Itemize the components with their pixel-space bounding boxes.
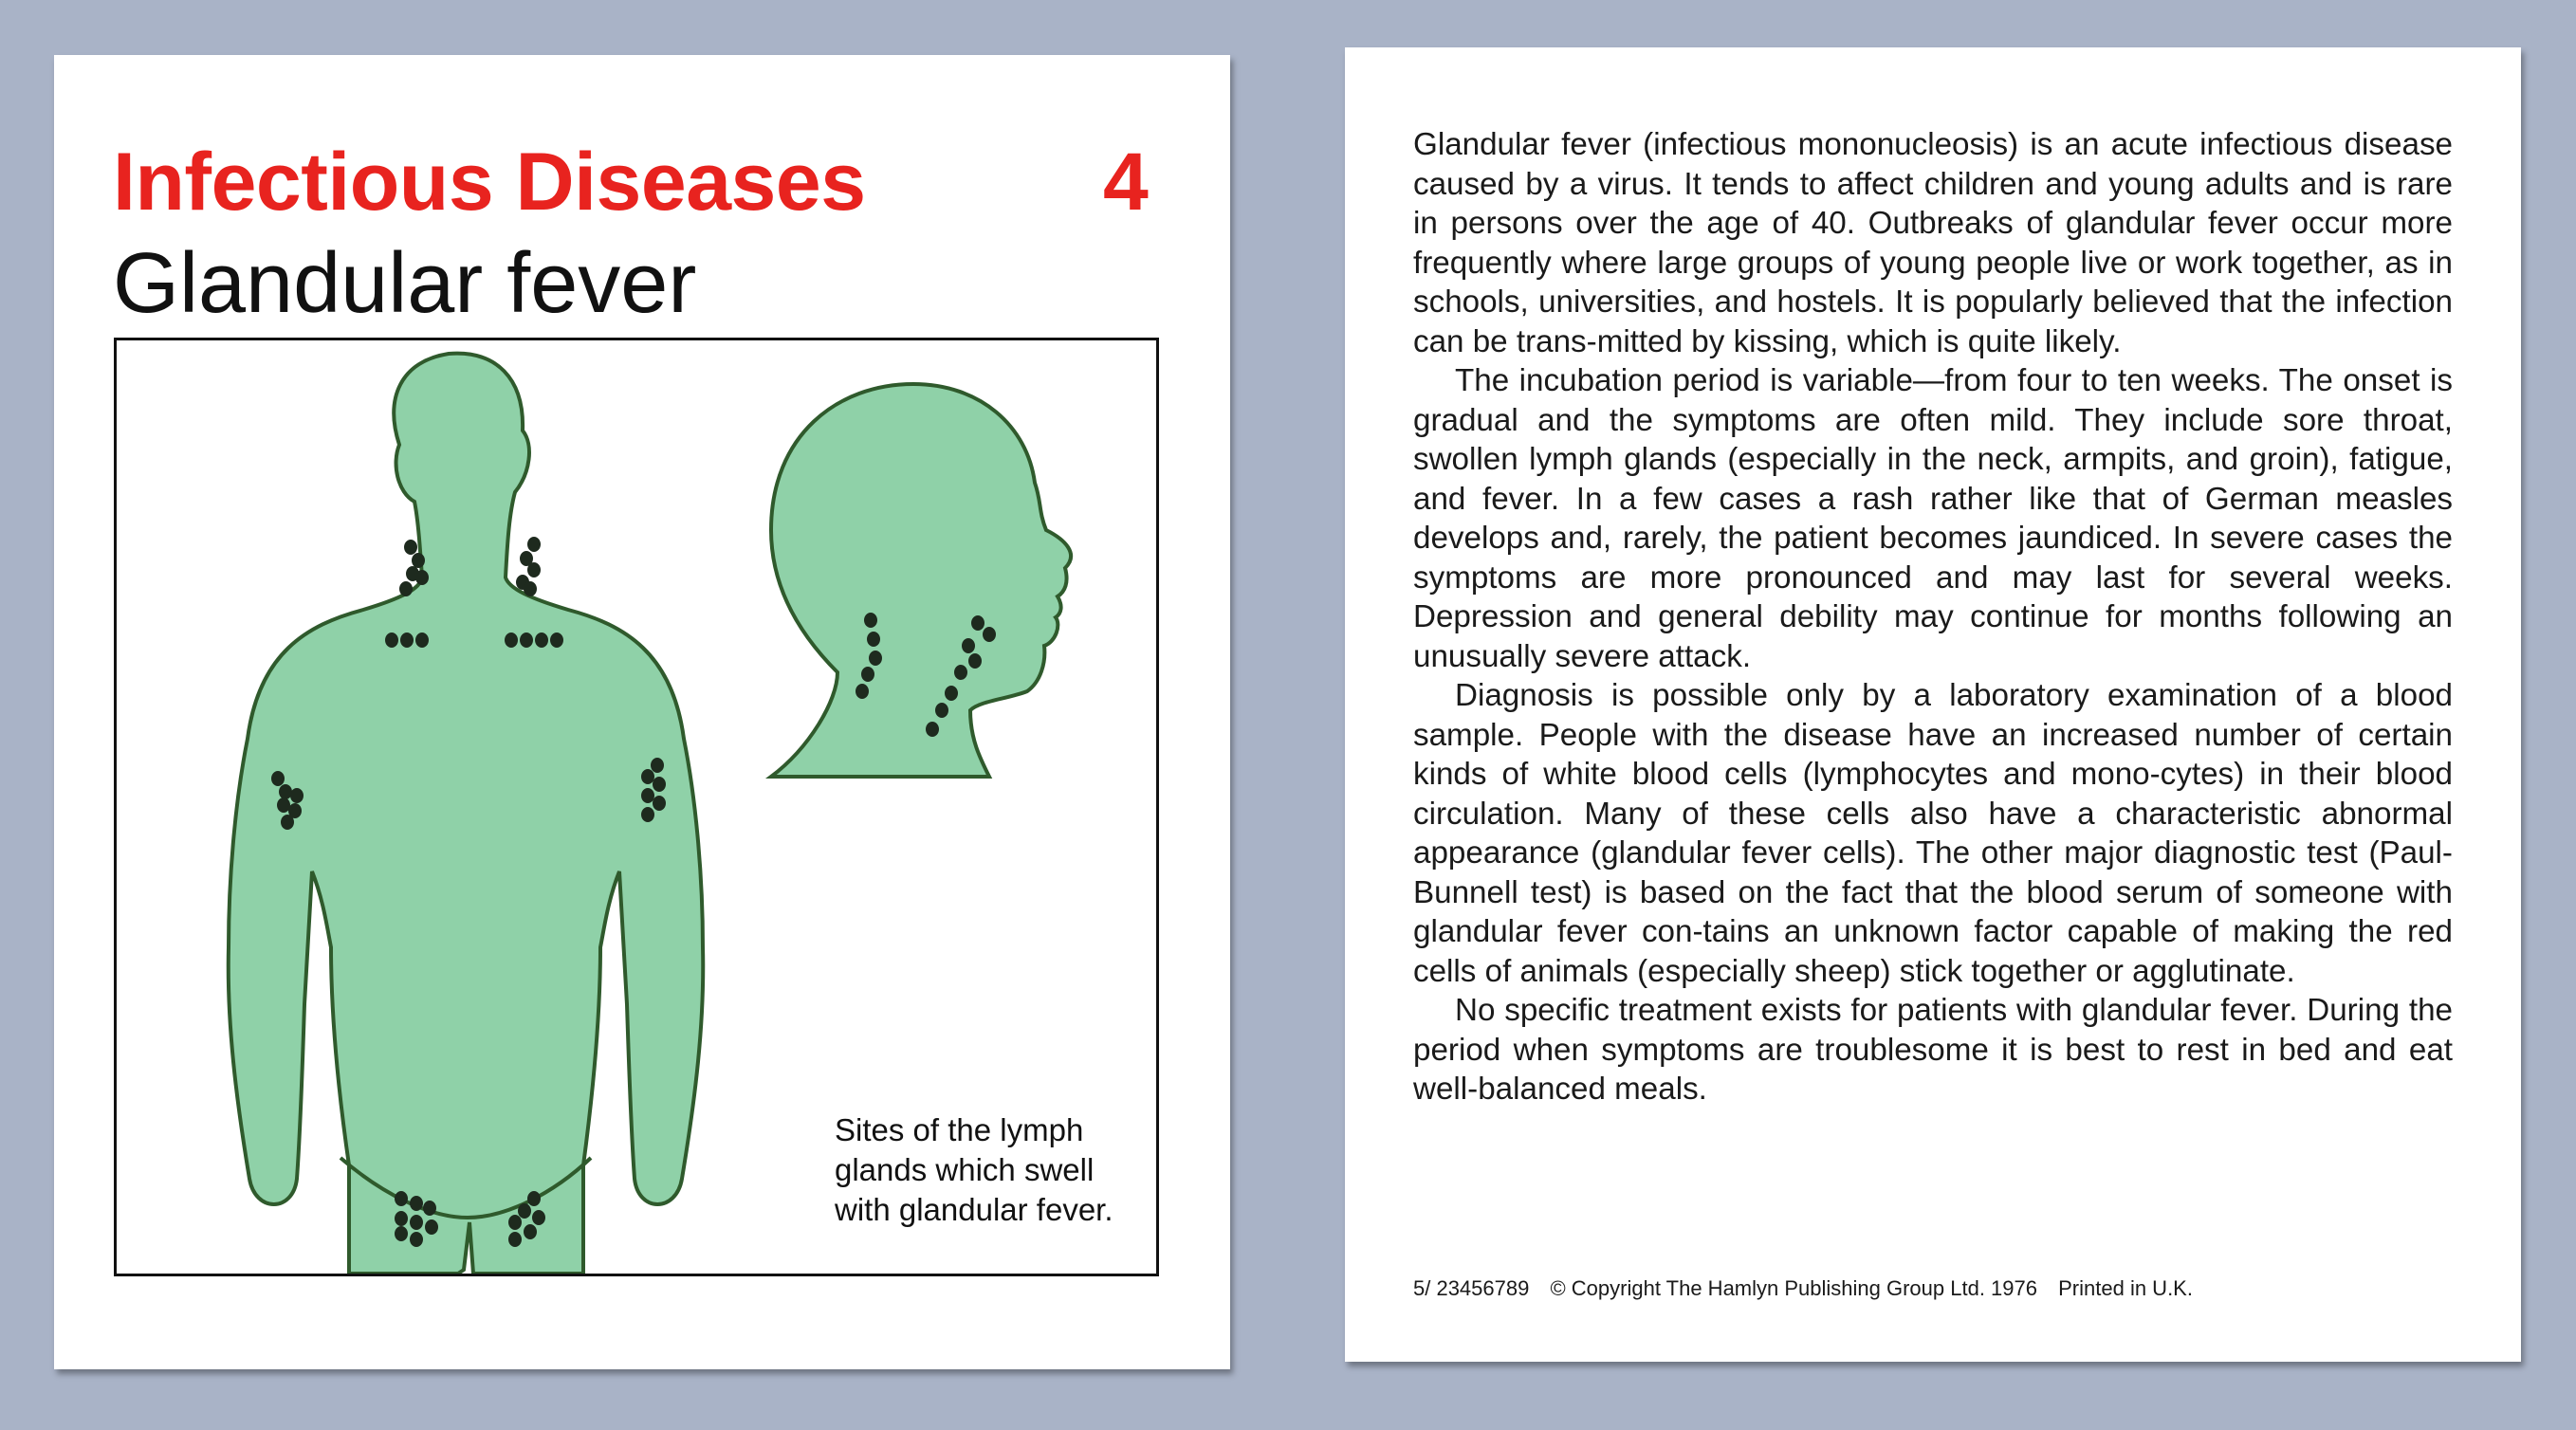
- lymph-gland-dot: [527, 562, 541, 578]
- lymph-gland-dot: [550, 632, 563, 648]
- lymph-gland-dot: [861, 667, 874, 682]
- illustration-caption: [835, 1110, 1157, 1230]
- lymph-gland-dot: [869, 651, 882, 666]
- lymph-gland-dot: [400, 632, 414, 648]
- caption-line: Sites of the lymph: [835, 1112, 1084, 1147]
- lymph-gland-dot: [651, 758, 664, 773]
- lymph-gland-dot: [508, 1215, 522, 1230]
- lymph-gland-dot: [520, 632, 533, 648]
- caption-line: with glandular fever.: [835, 1192, 1113, 1227]
- card-front: [54, 55, 1230, 1369]
- lymph-gland-dot: [968, 653, 982, 669]
- card-back: [1345, 47, 2521, 1362]
- lymph-gland-dot: [395, 1191, 408, 1206]
- card-subtitle: Glandular fever: [113, 236, 697, 331]
- lymph-gland-dot: [425, 1219, 438, 1235]
- lymph-gland-dot: [962, 638, 975, 653]
- lymph-gland-dot: [971, 615, 984, 631]
- card-footer: [1413, 1276, 2208, 1301]
- lymph-gland-dot: [404, 540, 417, 555]
- paragraph: No specific treatment exists for patients with glandular fever. During the period when symptoms are troublesome it is best to rest in bed and eat well-balanced meals.: [1413, 993, 2453, 1107]
- lymph-gland-dot: [867, 632, 880, 647]
- lymph-gland-dot: [277, 798, 290, 813]
- lymph-gland-dot: [518, 1203, 531, 1219]
- lymph-gland-dot: [385, 632, 398, 648]
- lymph-gland-dot: [395, 1226, 408, 1241]
- lymph-gland-dot: [926, 722, 939, 737]
- lymph-gland-dot: [641, 788, 654, 803]
- lymph-gland-dot: [856, 684, 869, 699]
- lymph-gland-dot: [508, 1232, 522, 1247]
- paragraph: The incubation period is variable—from four to ten weeks. The onset is gradual and the symptoms are often mild. They include sore throat, swollen lymph glands (especially in the neck, armpits, and groin), fatigue, and fever. In a few cases a rash rather like that of German measles develops and, rarely, the patient becomes jaundiced. In severe cases the symptoms are more pronounced and may last for several weeks. Depression and general debility may continue for months following an unusually severe attack.: [1413, 363, 2453, 674]
- copyright-notice: © Copyright The Hamlyn Publishing Group Ltd. 1976: [1550, 1276, 2037, 1300]
- lymph-gland-dot: [290, 788, 304, 803]
- paragraph: Glandular fever (infectious mononucleosis) is an acute infectious disease caused by a virus. It tends to affect children and young adults and is rare in persons over the age of 40. Outbreaks of glandular fever occur more frequently where large groups of young people live or work together, as in schools, universities, and hostels. It is popularly believed that the infection can be trans-mitted by kissing, which is quite likely.: [1413, 127, 2453, 359]
- lymph-gland-dot: [524, 1224, 537, 1239]
- lymph-gland-dot: [410, 1232, 423, 1247]
- card-back-text: [1413, 125, 2453, 1109]
- lymph-gland-dot: [271, 771, 285, 786]
- lymph-gland-dot: [641, 807, 654, 822]
- lymph-gland-dot: [527, 1191, 541, 1206]
- printed-in: Printed in U.K.: [2058, 1276, 2193, 1300]
- lymph-gland-dot: [935, 703, 948, 718]
- lymph-gland-dot: [527, 537, 541, 552]
- lymph-gland-dot: [535, 632, 548, 648]
- lymph-gland-dot: [524, 581, 537, 596]
- lymph-gland-dot: [412, 553, 425, 568]
- card-title: Infectious Diseases: [113, 137, 866, 228]
- lymph-gland-dot: [945, 686, 958, 701]
- illustration-frame: [114, 338, 1159, 1276]
- lymph-gland-dot: [399, 581, 413, 596]
- head-side-figure: [771, 384, 1071, 777]
- lymph-gland-dot: [410, 1196, 423, 1211]
- paragraph: Diagnosis is possible only by a laboratory examination of a blood sample. People with the disease have an increased number of certain kinds of white blood cells (lymphocytes and mono-cytes) in their blood circulation. Many of these cells also have a characteristic abnormal appearance (glandular fever cells). The other major diagnostic test (Paul-Bunnell test) is based on the fact that the blood serum of someone with glandular fever con-tains an unknown factor capable of making the red cells of animals (especially sheep) stick together or agglutinate.: [1413, 678, 2453, 989]
- lymph-gland-dot: [415, 570, 429, 585]
- caption-line: glands which swell: [835, 1152, 1095, 1187]
- lymph-gland-dot: [281, 815, 294, 830]
- lymph-gland-dot: [410, 1215, 423, 1230]
- lymph-gland-dot: [505, 632, 518, 648]
- lymph-gland-dot: [415, 632, 429, 648]
- lymph-gland-dot: [653, 796, 666, 811]
- product-code: 5/ 23456789: [1413, 1276, 1530, 1300]
- lymph-gland-dot: [395, 1211, 408, 1226]
- lymph-gland-dot: [954, 665, 967, 680]
- lymph-gland-dot: [653, 777, 666, 792]
- lymph-gland-dot: [983, 627, 996, 642]
- lymph-gland-dot: [423, 1201, 436, 1216]
- lymph-gland-dot: [279, 784, 292, 799]
- card-number: 4: [1103, 137, 1149, 228]
- lymph-gland-dot: [641, 769, 654, 784]
- lymph-gland-dot: [864, 613, 877, 628]
- lymph-gland-dot: [532, 1210, 545, 1225]
